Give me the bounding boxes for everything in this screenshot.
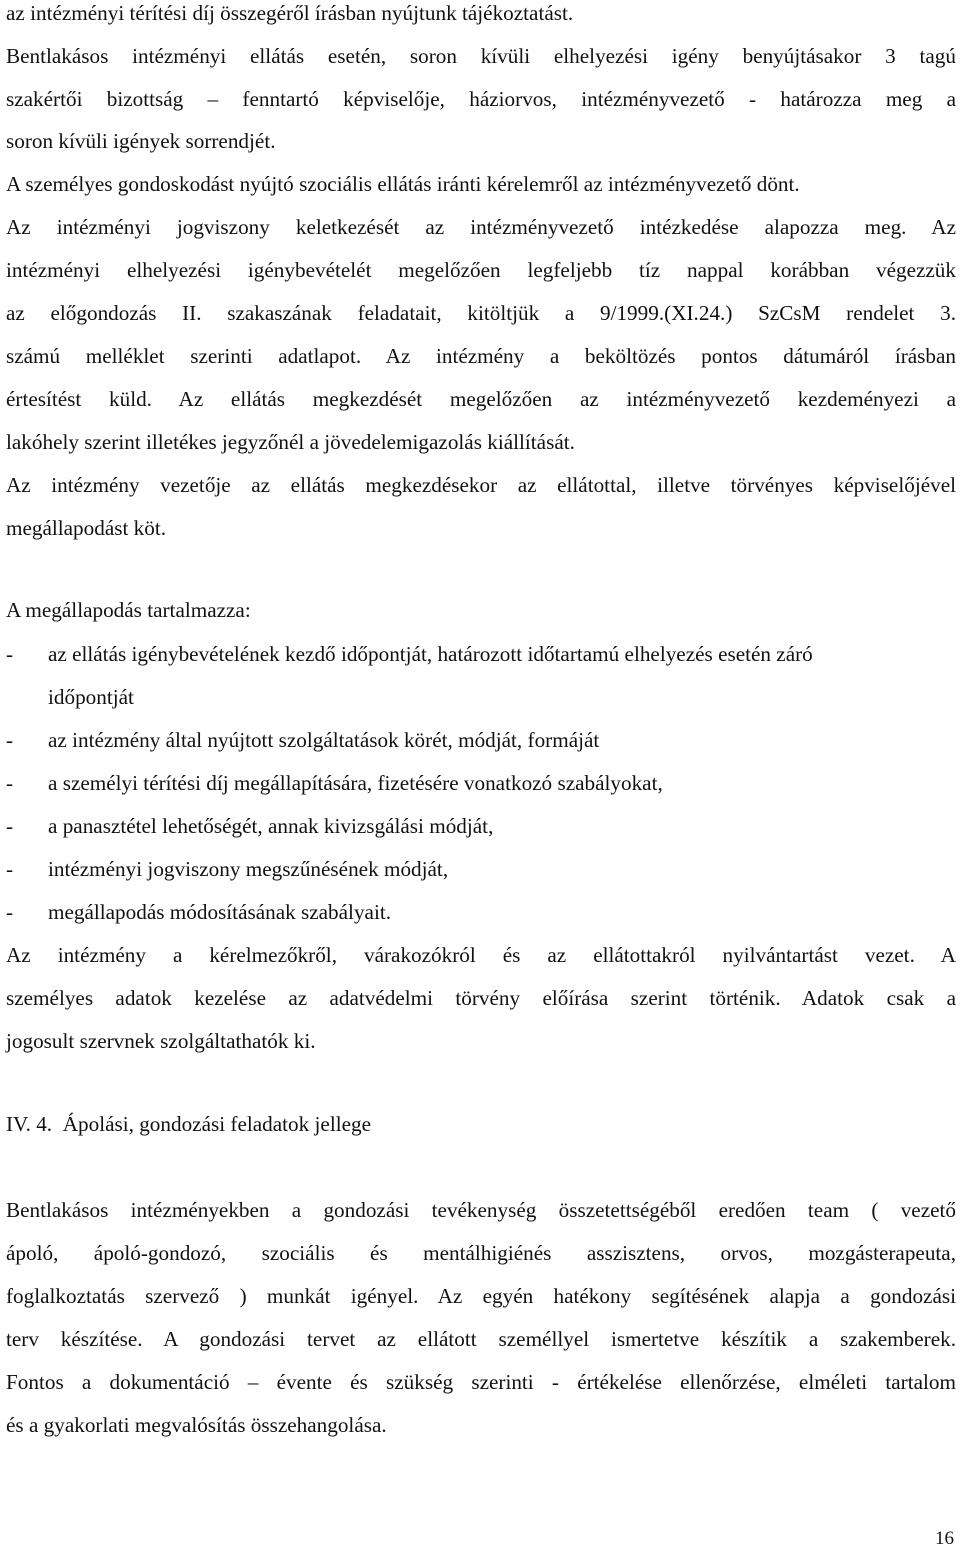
list-bullet: - bbox=[6, 728, 14, 752]
list-item: a panasztétel lehetőségét, annak kivizsgálási módját, bbox=[48, 814, 494, 838]
text-line: és a gyakorlati megvalósítás összehangolása. bbox=[6, 1413, 387, 1437]
list-bullet: - bbox=[6, 642, 14, 666]
list-bullet: - bbox=[6, 814, 14, 838]
list-bullet: - bbox=[6, 771, 14, 795]
text-line: A személyes gondoskodást nyújtó szociális ellátás iránti kérelemről az intézményvezető dönt. bbox=[6, 172, 800, 196]
text-line: értesítést küld. Az ellátás megkezdését megelőzően az intézményvezető kezdeményezi a bbox=[6, 387, 956, 411]
text-line: Az intézmény a kérelmezőkről, várakozókról és az ellátottakról nyilvántartást vezet. A bbox=[6, 943, 956, 967]
list-bullet: - bbox=[6, 857, 14, 881]
text-line: intézményi elhelyezési igénybevételét megelőzően legfeljebb tíz nappal korábban végezzük bbox=[6, 258, 956, 282]
list-item: a személyi térítési díj megállapítására, fizetésére vonatkozó szabályokat, bbox=[48, 771, 663, 795]
text-line: Bentlakásos intézményekben a gondozási tevékenység összetettségéből eredően team ( vezető bbox=[6, 1198, 956, 1222]
list-intro: A megállapodás tartalmazza: bbox=[6, 598, 251, 622]
text-line: személyes adatok kezelése az adatvédelmi törvény előírása szerint történik. Adatok csak a bbox=[6, 986, 956, 1010]
text-line: ápoló, ápoló-gondozó, szociális és mentálhigiénés asszisztens, orvos, mozgásterapeuta, bbox=[6, 1241, 956, 1265]
text-line: Fontos a dokumentáció – évente és szükség szerinti - értékelése ellenőrzése, elméleti tartalom bbox=[6, 1370, 956, 1394]
list-item: megállapodás módosításának szabályait. bbox=[48, 900, 392, 924]
text-line: számú melléklet szerinti adatlapot. Az intézmény a beköltözés pontos dátumáról írásban bbox=[6, 344, 956, 368]
text-line: jogosult szervnek szolgáltathatók ki. bbox=[6, 1029, 316, 1053]
text-line: lakóhely szerint illetékes jegyzőnél a jövedelemigazolás kiállítását. bbox=[6, 430, 575, 454]
text-line: soron kívüli igények sorrendjét. bbox=[6, 129, 276, 153]
text-line: terv készítése. A gondozási tervet az ellátott személlyel ismertetve készítik a szakemberek. bbox=[6, 1327, 956, 1351]
text-line: szakértői bizottság – fenntartó képviselője, háziorvos, intézményvezető - határozza meg a bbox=[6, 87, 956, 111]
text-line: foglalkoztatás szervező ) munkát igényel. Az egyén hatékony segítésének alapja a gondozási bbox=[6, 1284, 956, 1308]
list-item: az ellátás igénybevételének kezdő időpontját, határozott időtartamú elhelyezés esetén záró bbox=[48, 642, 813, 666]
text-line: az intézményi térítési díj összegéről írásban nyújtunk tájékoztatást. bbox=[6, 1, 574, 25]
list-item: az intézmény által nyújtott szolgáltatások körét, módját, formáját bbox=[48, 728, 600, 752]
list-bullet: - bbox=[6, 900, 14, 924]
text-line: megállapodást köt. bbox=[6, 516, 167, 540]
text-line: Az intézményi jogviszony keletkezését az intézményvezető intézkedése alapozza meg. Az bbox=[6, 215, 956, 239]
list-item-continuation: időpontját bbox=[48, 685, 134, 709]
page-number: 16 bbox=[935, 1528, 954, 1549]
section-heading: IV. 4. Ápolási, gondozási feladatok jellege bbox=[6, 1112, 371, 1136]
list-item: intézményi jogviszony megszűnésének módját, bbox=[48, 857, 449, 881]
text-line: Bentlakásos intézményi ellátás esetén, soron kívüli elhelyezési igény benyújtásakor 3 tagú bbox=[6, 44, 956, 68]
text-line: Az intézmény vezetője az ellátás megkezdésekor az ellátottal, illetve törvényes képviselőjével bbox=[6, 473, 956, 497]
text-line: az előgondozás II. szakaszának feladatait, kitöltjük a 9/1999.(XI.24.) SzCsM rendelet 3. bbox=[6, 301, 956, 325]
